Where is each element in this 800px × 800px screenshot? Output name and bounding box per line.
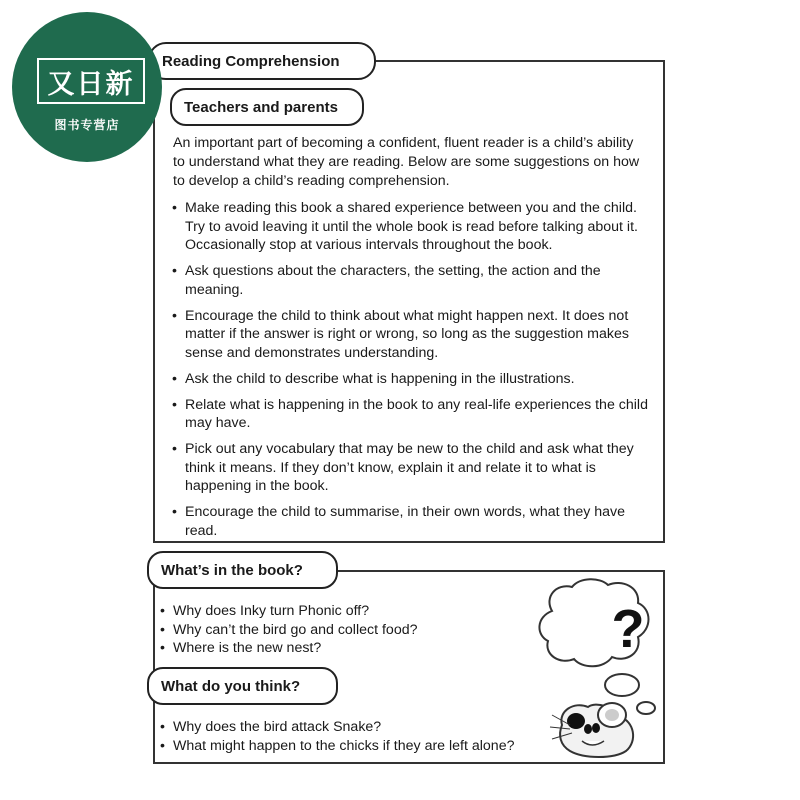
tip-item: • Relate what is happening in the book to any real-life experiences the child may have.	[168, 396, 652, 433]
thinking-mouse-icon	[530, 575, 660, 760]
question-mark-glyph: ?	[611, 599, 645, 659]
badge-subtitle: 图书专营店	[54, 118, 120, 132]
whats-in-book-questions	[160, 602, 418, 658]
badge-brand-box	[37, 58, 145, 104]
section-title-whats-in-book: What’s in the book?	[147, 551, 338, 589]
question-item: • Why does the bird attack Snake?	[160, 718, 514, 737]
question-item: • Why does Inky turn Phonic off?	[160, 602, 418, 621]
section-title-reading: Reading Comprehension	[148, 42, 376, 80]
tip-item: • Pick out any vocabulary that may be new to the child and ask what they think it means. If they don’t know, explain it and relate it to what is happening in the book.	[168, 440, 652, 496]
section-title-what-do-you-think: What do you think?	[147, 667, 338, 705]
store-badge	[12, 12, 162, 162]
mouse-figure	[550, 703, 633, 757]
question-item: • What might happen to the chicks if they are left alone?	[160, 737, 514, 756]
thought-bubble-small	[637, 702, 655, 714]
question-item: • Where is the new nest?	[160, 639, 418, 658]
badge-brand: 又日新	[47, 68, 135, 100]
tip-item: • Encourage the child to think about what might happen next. It does not matter if the answer is right or wrong, so long as the suggestion makes sense and demonstrates understanding.	[168, 307, 652, 363]
tip-item: • Make reading this book a shared experience between you and the child. Try to avoid leaving it until the whole book is read before talking about it. Occasionally stop at various intervals throughout the book.	[168, 199, 652, 255]
tip-item: • Encourage the child to summarise, in their own words, what they have read.	[168, 503, 652, 540]
tips-list	[168, 199, 652, 548]
thought-bubble-large	[605, 674, 639, 696]
what-do-you-think-questions	[160, 718, 514, 755]
question-item: • Why can’t the bird go and collect food?	[160, 621, 418, 640]
section-subtitle-teachers: Teachers and parents	[170, 88, 364, 126]
intro-paragraph: An important part of becoming a confident, fluent reader is a child’s ability to understand what they are reading. Below are some suggestions on how to develop a child’s reading comprehension.	[173, 135, 640, 189]
tip-item: • Ask questions about the characters, the setting, the action and the meaning.	[168, 262, 652, 299]
tip-item: • Ask the child to describe what is happening in the illustrations.	[168, 370, 652, 389]
